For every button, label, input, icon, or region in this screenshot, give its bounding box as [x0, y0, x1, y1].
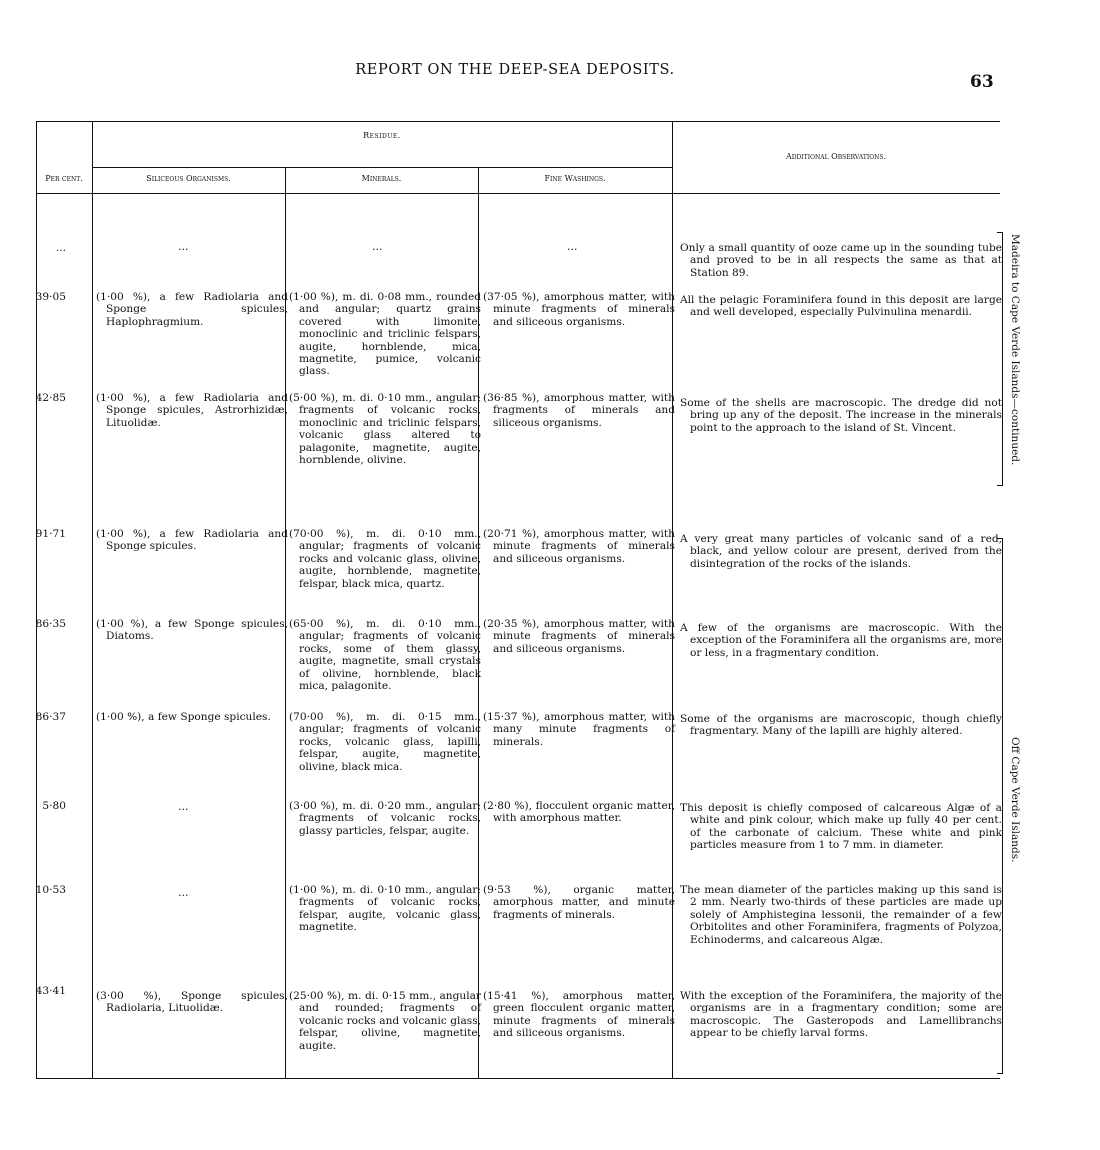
- row-observation: The mean diameter of the particles making up this sand is 2 mm. Nearly two-thirds of these particles are made up solely of Amphistegina lessonii, the remainder of a few Orbitolites and other Foraminifera, fragments of Polyzoa, Echinoderms, and calcareous Algæ.: [680, 884, 1002, 946]
- row-siliceous: (1·00 %), a few Sponge spicules, Diatoms.: [96, 618, 288, 643]
- row-observation: Only a small quantity of ooze came up in the sounding tube and proved to be in all respects the same as that at Station 89.: [680, 242, 1002, 279]
- row-percent: 5·80: [42, 800, 66, 812]
- row-observation: All the pelagic Foraminifera found in this deposit are large and well developed, especially Pulvinulina menardii.: [680, 294, 1002, 319]
- row-siliceous: ...: [178, 800, 189, 813]
- row-minerals: (70·00 %), m. di. 0·15 mm., angular; fragments of volcanic rocks, volcanic glass, lapilli, felspar, augite, magnetite, olivine, black mica.: [289, 711, 481, 773]
- row-siliceous: (1·00 %), a few Sponge spicules.: [96, 711, 271, 723]
- row-observation: With the exception of the Foraminifera, the majority of the organisms are in a fragmentary condition; some are macroscopic. The Gasteropods and Lamellibranchs appear to be chiefly larval forms.: [680, 990, 1002, 1040]
- column-header-observations: Additional Observations.: [785, 152, 887, 161]
- row-fine-washings: (37·05 %), amorphous matter, with minute fragments of minerals and siliceous organisms.: [483, 291, 675, 328]
- side-label-upper: Madeira to Cape Verde Islands—continued.: [1009, 234, 1021, 466]
- column-header-fine-washings: Fine Washings.: [544, 174, 606, 183]
- row-siliceous: ...: [178, 886, 189, 899]
- group-brace-upper: [997, 232, 1003, 486]
- row-minerals: (65·00 %), m. di. 0·10 mm., angular; fragments of volcanic rocks, some of them glassy, augite, magnetite, small crystals of olivine, hornblende, black mica, palagonite.: [289, 618, 481, 693]
- row-percent: 43·41: [35, 985, 66, 997]
- column-head-rule: [36, 193, 1000, 194]
- row-fine-washings: (9·53 %), organic matter, amorphous matter, and minute fragments of minerals.: [483, 884, 675, 921]
- row-fine-washings: (15·37 %), amorphous matter, with many minute fragments of minerals.: [483, 711, 675, 748]
- row-siliceous: (1·00 %), a few Radiolaria and Sponge spicules.: [96, 528, 288, 553]
- row-minerals: (25·00 %), m. di. 0·15 mm., angular and rounded; fragments of volcanic rocks and volcanic glass, felspar, olivine, magnetite, augite.: [289, 990, 481, 1052]
- side-label-lower: Off Cape Verde Islands.: [1009, 737, 1021, 863]
- column-header-residue: Residue.: [363, 131, 401, 140]
- row-siliceous: (3·00 %), Sponge spicules, Radiolaria, Lituolidæ.: [96, 990, 288, 1015]
- row-observation: A few of the organisms are macroscopic. With the exception of the Foraminifera all the organisms are, more or less, in a fragmentary condition.: [680, 622, 1002, 659]
- row-minerals: (1·00 %), m. di. 0·08 mm., rounded and angular; quartz grains covered with limonite, monoclinic and triclinic felspars, augite, hornblende, mica, magnetite, pumice, volcanic glass.: [289, 291, 481, 378]
- row-percent: 86·37: [35, 711, 66, 723]
- row-fine-washings: ...: [567, 240, 578, 253]
- row-fine-washings: (20·35 %), amorphous matter, with minute fragments of minerals and siliceous organisms.: [483, 618, 675, 655]
- column-divider: [92, 121, 93, 1078]
- column-header-percent: Per cent.: [45, 174, 83, 183]
- row-percent: 86·35: [35, 618, 66, 630]
- row-observation: A very great many particles of volcanic sand of a red, black, and yellow colour are present, derived from the disintegration of the rocks of the islands.: [680, 533, 1002, 570]
- column-divider: [672, 121, 673, 1078]
- page-number: 63: [970, 72, 994, 92]
- row-siliceous: ...: [178, 240, 189, 253]
- table-bottom-rule: [36, 1078, 1000, 1079]
- row-minerals: (70·00 %), m. di. 0·10 mm., angular; fragments of volcanic rocks and volcanic glass, olivine, augite, hornblende, magnetite, felspar, black mica, quartz.: [289, 528, 481, 590]
- row-minerals: (3·00 %), m. di. 0·20 mm., angular; fragments of volcanic rocks, glassy particles, felspar, augite.: [289, 800, 481, 837]
- row-minerals: (1·00 %), m. di. 0·10 mm., angular; fragments of volcanic rocks, felspar, augite, volcanic glass, magnetite.: [289, 884, 481, 934]
- row-percent: 42·85: [35, 392, 66, 404]
- row-percent: ...: [55, 242, 66, 254]
- column-header-siliceous: Siliceous Organisms.: [146, 174, 231, 183]
- row-observation: Some of the organisms are macroscopic, though chiefly fragmentary. Many of the lapilli are highly altered.: [680, 713, 1002, 738]
- row-fine-washings: (15·41 %), amorphous matter, green flocculent organic matter, minute fragments of minerals and siliceous organisms.: [483, 990, 675, 1040]
- row-observation: This deposit is chiefly composed of calcareous Algæ of a white and pink colour, which make up fully 40 per cent. of the carbonate of calcium. These white and pink particles measure from 1 to 7 mm. in diameter.: [680, 802, 1002, 852]
- table-top-rule: [36, 121, 1000, 122]
- column-header-minerals: Minerals.: [361, 174, 402, 183]
- row-siliceous: (1·00 %), a few Radiolaria and Sponge spicules, Astrorhizidæ, Lituolidæ.: [96, 392, 288, 429]
- row-percent: 91·71: [35, 528, 66, 540]
- group-brace-lower: [997, 538, 1003, 1074]
- row-minerals: (5·00 %), m. di. 0·10 mm., angular; fragments of volcanic rocks, monoclinic and triclinic felspars, volcanic glass altered to palagonite, magnetite, augite, hornblende, olivine.: [289, 392, 481, 467]
- table-left-edge: [36, 121, 37, 1078]
- residue-subrule: [92, 167, 672, 168]
- row-percent: 10·53: [35, 884, 66, 896]
- row-fine-washings: (20·71 %), amorphous matter, with minute fragments of minerals and siliceous organisms.: [483, 528, 675, 565]
- row-siliceous: (1·00 %), a few Radiolaria and Sponge spicules, Haplophragmium.: [96, 291, 288, 328]
- row-percent: 39·05: [35, 291, 66, 303]
- row-fine-washings: (2·80 %), flocculent organic matter, with amorphous matter.: [483, 800, 675, 825]
- row-observation: Some of the shells are macroscopic. The dredge did not bring up any of the deposit. The increase in the minerals point to the approach to the island of St. Vincent.: [680, 397, 1002, 434]
- running-head: REPORT ON THE DEEP-SEA DEPOSITS.: [355, 62, 675, 78]
- row-minerals: ...: [372, 240, 383, 253]
- row-fine-washings: (36·85 %), amorphous matter, with fragments of minerals and siliceous organisms.: [483, 392, 675, 429]
